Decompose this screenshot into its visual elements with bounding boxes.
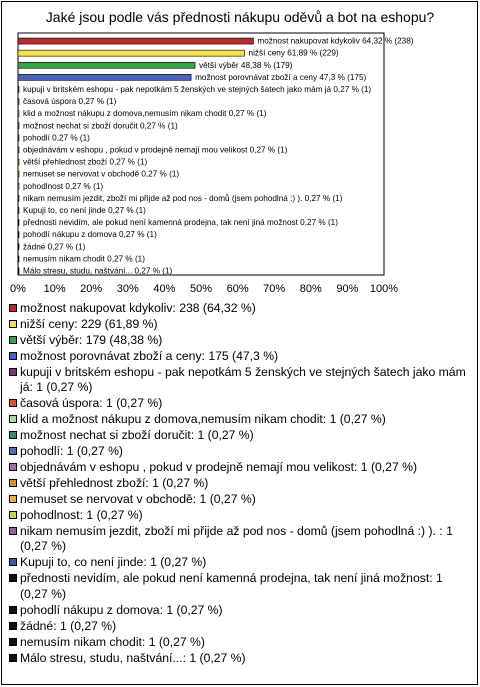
- bar-label-12: nemuset se nervovat v obchodě 0,27 % (1): [23, 169, 180, 179]
- legend-swatch: [9, 574, 17, 582]
- bar-label-8: možnost nechat si zboží doručit 0,27 % (1): [23, 121, 178, 131]
- legend-item: [9, 412, 471, 427]
- legend-item: [9, 317, 471, 332]
- bar-2: [18, 50, 245, 56]
- legend-item: [9, 651, 471, 666]
- chart-title: Jaké jsou podle vás přednosti nákupu oděvů a bot na eshopu?: [45, 9, 435, 25]
- legend-item: [9, 492, 471, 507]
- legend-item: [9, 635, 471, 650]
- bar-label-10: objednávám v eshopu , pokud v prodejně nemají mou velikost 0,27 % (1): [23, 145, 288, 155]
- legend-swatch: [9, 399, 17, 407]
- bar-9: [18, 135, 19, 141]
- bar-5: [18, 86, 19, 92]
- legend-item: [9, 555, 471, 570]
- x-tick-label-9: 90%: [336, 283, 359, 295]
- bar-13: [18, 183, 19, 189]
- legend-item: [9, 571, 471, 601]
- bar-label-6: časová úspora 0,27 % (1): [23, 97, 117, 107]
- legend-swatch: [9, 495, 17, 503]
- bar-8: [18, 123, 19, 129]
- bar-label-14: nikam nemusím jezdit, zboží mi přijde až pod nos - domů (jsem pohodlná :) ). 0,27 % (1): [23, 193, 343, 203]
- bar-label-20: Málo stresu, studu, naštvání... 0,27 % (1): [23, 266, 173, 276]
- bar-4: [18, 74, 191, 80]
- legend-swatch: [9, 431, 17, 439]
- x-tick-label-4: 40%: [153, 283, 176, 295]
- legend-label: Kupuji to, co není jinde: 1 (0,27 %): [20, 555, 207, 570]
- legend-label: nikam nemusím jezdit, zboží mi přijde až pod nos - domů (jsem pohodlná :) ). : 1 (0,27 %): [20, 524, 453, 554]
- legend-swatch: [9, 368, 17, 376]
- legend-item: [9, 365, 471, 395]
- legend-swatch: [9, 415, 17, 423]
- bar-label-15: Kupuji to, co není jinde 0,27 % (1): [23, 205, 146, 215]
- bar-label-18: žádné 0,27 % (1): [23, 242, 86, 252]
- bar-14: [18, 195, 19, 201]
- bar-label-7: klid a možnost nákupu z domova,nemusím nikam chodit 0,27 % (1): [23, 109, 267, 119]
- legend-label: klid a možnost nákupu z domova,nemusím nikam chodit: 1 (0,27 %): [20, 412, 386, 427]
- x-tick-label-7: 70%: [263, 283, 286, 295]
- x-tick-label-0: 0%: [10, 283, 26, 295]
- bar-19: [18, 256, 19, 262]
- bar-label-16: přednosti nevidím, ale pokud není kamenná prodejna, tak není jiná možnost 0,27 % (1): [23, 218, 338, 228]
- legend-label: objednávám v eshopu , pokud v prodejně nemají mou velikost: 1 (0,27 %): [20, 460, 417, 475]
- bar-label-17: pohodlí nákupu z domova 0,27 % (1): [23, 230, 157, 240]
- legend-label: pohodlí nákupu z domova: 1 (0,27 %): [20, 602, 223, 617]
- legend-swatch: [9, 352, 17, 360]
- legend-item: [9, 333, 471, 348]
- bar-chart: [0, 0, 480, 300]
- bar-6: [18, 99, 19, 105]
- bar-18: [18, 244, 19, 250]
- legend-item: [9, 349, 471, 364]
- legend-swatch: [9, 511, 17, 519]
- legend-item: [9, 301, 471, 316]
- legend-label: kupuji v britském eshopu - pak nepotkám 5 ženských ve stejných šatech jako mám já: 1 (0,27 %): [20, 365, 466, 395]
- legend: [9, 301, 471, 667]
- legend-item: [9, 396, 471, 411]
- legend-label: přednosti nevidím, ale pokud není kamenná prodejna, tak není jiná možnost: 1 (0,27 %): [20, 571, 443, 601]
- legend-swatch: [9, 463, 17, 471]
- bar-label-2: nižší ceny 61,89 % (229): [248, 48, 339, 58]
- bar-3: [18, 62, 195, 68]
- bar-11: [18, 159, 19, 165]
- x-tick-label-3: 30%: [116, 283, 139, 295]
- legend-label: možnost nakupovat kdykoliv: 238 (64,32 %): [20, 301, 256, 315]
- legend-swatch: [9, 336, 17, 344]
- x-tick-label-6: 60%: [226, 283, 249, 295]
- legend-label: nižší ceny: 229 (61,89 %): [20, 317, 158, 331]
- legend-label: nemusím nikam chodit: 1 (0,27 %): [20, 634, 205, 649]
- bar-label-3: větší výběr 48,38 % (179): [199, 60, 293, 70]
- legend-item: [9, 428, 471, 443]
- legend-swatch: [9, 622, 17, 630]
- legend-label: možnost porovnávat zboží a ceny: 175 (47,3 %): [20, 349, 279, 363]
- legend-item: [9, 603, 471, 618]
- legend-label: možnost nechat si zboží doručit: 1 (0,27 %): [20, 428, 254, 443]
- legend-swatch: [9, 527, 17, 535]
- legend-label: větší přehlednost zboží: 1 (0,27 %): [20, 476, 209, 491]
- bar-17: [18, 232, 19, 238]
- x-tick-label-2: 20%: [80, 283, 103, 295]
- x-tick-label-10: 100%: [369, 283, 399, 295]
- bar-label-4: možnost porovnávat zboží a ceny 47,3 % (175): [195, 72, 367, 82]
- bar-15: [18, 207, 19, 213]
- legend-item: [9, 444, 471, 459]
- x-tick-label-1: 10%: [43, 283, 66, 295]
- bar-label-5: kupuji v britském eshopu - pak nepotkám 5 ženských ve stejných šatech jako mám já 0,27 % (1): [23, 84, 372, 94]
- legend-label: časová úspora: 1 (0,27 %): [20, 396, 163, 411]
- x-tick-label-8: 80%: [299, 283, 322, 295]
- bar-1: [18, 38, 253, 44]
- legend-item: [9, 524, 471, 554]
- bar-12: [18, 171, 19, 177]
- legend-swatch: [9, 606, 17, 614]
- legend-item: [9, 508, 471, 523]
- legend-label: pohodlí: 1 (0,27 %): [20, 444, 123, 459]
- bar-label-19: nemusím nikam chodit 0,27 % (1): [23, 254, 145, 264]
- bar-label-1: možnost nakupovat kdykoliv 64,32 % (238): [257, 36, 414, 46]
- legend-label: žádné: 1 (0,27 %): [20, 618, 117, 633]
- legend-item: [9, 476, 471, 491]
- legend-swatch: [9, 654, 17, 662]
- legend-label: nemuset se nervovat v obchodě: 1 (0,27 %): [20, 492, 256, 507]
- legend-item: [9, 619, 471, 634]
- bar-16: [18, 220, 19, 226]
- legend-swatch: [9, 304, 17, 312]
- bar-label-11: větší přehlednost zboží 0,27 % (1): [23, 157, 148, 167]
- bar-label-9: pohodlí 0,27 % (1): [23, 133, 90, 143]
- legend-label: Málo stresu, studu, naštvání...: 1 (0,27 %): [20, 650, 246, 665]
- legend-item: [9, 460, 471, 475]
- bar-20: [18, 268, 19, 274]
- legend-swatch: [9, 638, 17, 646]
- bar-label-13: pohodlnost 0,27 % (1): [23, 181, 104, 191]
- bar-7: [18, 111, 19, 117]
- x-tick-label-5: 50%: [189, 283, 213, 295]
- legend-swatch: [9, 479, 17, 487]
- legend-swatch: [9, 447, 17, 455]
- legend-swatch: [9, 558, 17, 566]
- legend-label: pohodlnost: 1 (0,27 %): [20, 508, 143, 523]
- legend-label: větší výběr: 179 (48,38 %): [20, 333, 163, 347]
- legend-swatch: [9, 320, 17, 328]
- bar-10: [18, 147, 19, 153]
